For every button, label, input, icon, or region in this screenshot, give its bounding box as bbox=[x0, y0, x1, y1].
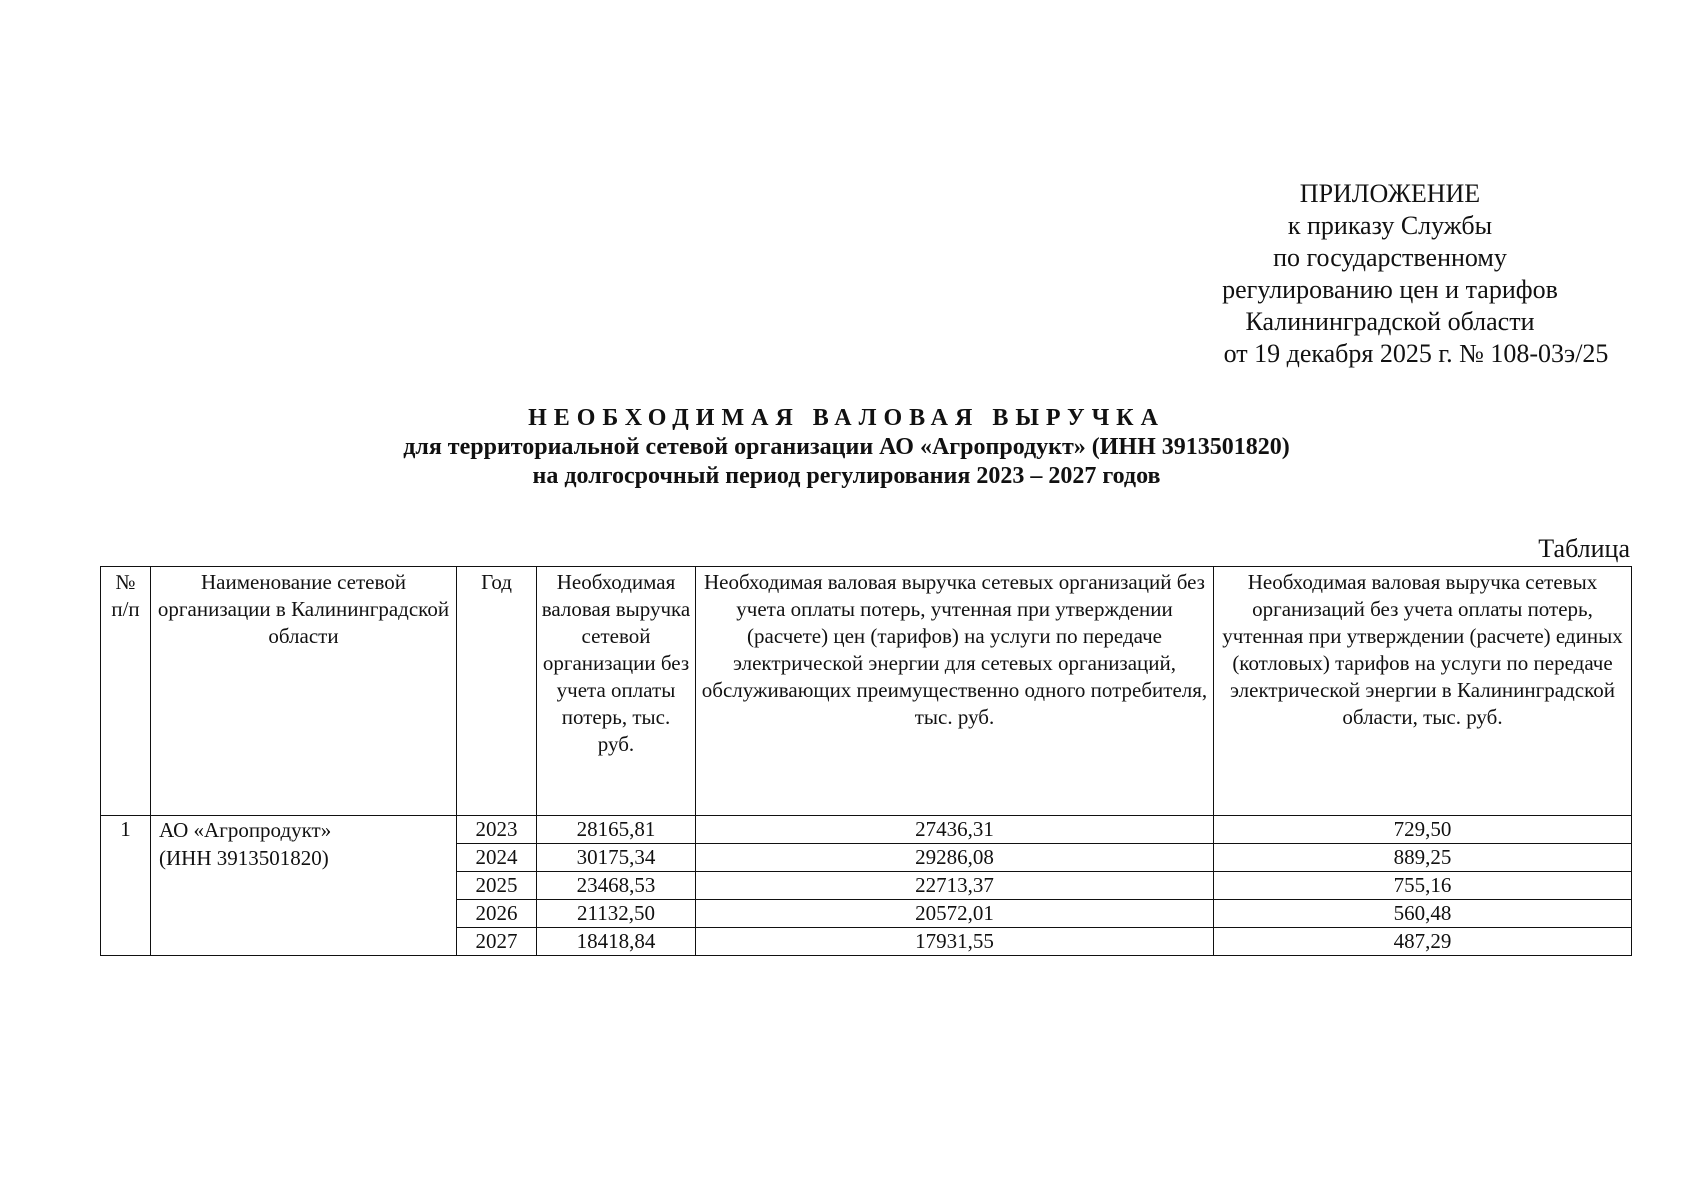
table-header-row bbox=[101, 567, 1632, 816]
cell-nvv-single: 20572,01 bbox=[696, 900, 1214, 928]
header-nvv: Необходимая валовая выручка сетевой организации без учета оплаты потерь, тыс. руб. bbox=[537, 567, 696, 816]
appendix-block bbox=[1130, 178, 1650, 370]
cell-nvv: 28165,81 bbox=[537, 816, 696, 844]
cell-year: 2026 bbox=[457, 900, 537, 928]
cell-nvv: 30175,34 bbox=[537, 844, 696, 872]
appendix-line-3: регулированию цен и тарифов bbox=[1222, 275, 1558, 304]
cell-year: 2024 bbox=[457, 844, 537, 872]
header-nvv-boiler: Необходимая валовая выручка сетевых организаций без учета оплаты потерь, учтенная при утверждении (расчете) единых (котловых) тарифов на услуги по передаче электрической энергии в Калининградской области, тыс. руб. bbox=[1214, 567, 1632, 816]
appendix-title: ПРИЛОЖЕНИЕ bbox=[1299, 179, 1481, 208]
appendix-line-4: Калининградской области bbox=[1245, 307, 1535, 336]
document-subtitle-2: на долгосрочный период регулирования 2023 – 2027 годов bbox=[532, 463, 1161, 489]
cell-org-name bbox=[151, 816, 457, 956]
appendix-order-line: от 19 декабря 2025 г. № 108-03э/25 bbox=[1223, 339, 1609, 368]
cell-nvv: 21132,50 bbox=[537, 900, 696, 928]
org-name: АО «Агропродукт» bbox=[159, 818, 332, 842]
cell-year: 2023 bbox=[457, 816, 537, 844]
header-year: Год bbox=[457, 567, 537, 816]
cell-nvv-boiler: 755,16 bbox=[1214, 872, 1632, 900]
document-subtitle-1: для территориальной сетевой организации АО «Агропродукт» (ИНН 3913501820) bbox=[403, 434, 1290, 460]
cell-nvv: 18418,84 bbox=[537, 928, 696, 956]
cell-nvv-boiler: 729,50 bbox=[1214, 816, 1632, 844]
appendix-line-1: к приказу Службы bbox=[1287, 211, 1493, 240]
header-nvv-single: Необходимая валовая выручка сетевых организаций без учета оплаты потерь, учтенная при утверждении (расчете) цен (тарифов) на услуги по передаче электрической энергии для сетевых организаций, обслуживающих преимущественно одного потребителя, тыс. руб. bbox=[696, 567, 1214, 816]
cell-nvv-boiler: 560,48 bbox=[1214, 900, 1632, 928]
cell-year: 2025 bbox=[457, 872, 537, 900]
header-num: № п/п bbox=[101, 567, 151, 816]
cell-org-num: 1 bbox=[101, 816, 151, 956]
table-row bbox=[101, 816, 1632, 844]
appendix-line-2: по государственному bbox=[1273, 243, 1507, 272]
table-label: Таблица bbox=[1538, 534, 1630, 563]
document-title: НЕОБХОДИМАЯ ВАЛОВАЯ ВЫРУЧКА bbox=[528, 405, 1165, 431]
cell-nvv-boiler: 889,25 bbox=[1214, 844, 1632, 872]
revenue-table bbox=[100, 566, 1632, 956]
cell-nvv-boiler: 487,29 bbox=[1214, 928, 1632, 956]
document-heading bbox=[0, 404, 1693, 491]
header-org: Наименование сетевой организации в Калининградской области bbox=[151, 567, 457, 816]
cell-nvv-single: 22713,37 bbox=[696, 872, 1214, 900]
cell-nvv: 23468,53 bbox=[537, 872, 696, 900]
cell-nvv-single: 17931,55 bbox=[696, 928, 1214, 956]
cell-nvv-single: 29286,08 bbox=[696, 844, 1214, 872]
cell-year: 2027 bbox=[457, 928, 537, 956]
org-inn: (ИНН 3913501820) bbox=[159, 846, 329, 870]
cell-nvv-single: 27436,31 bbox=[696, 816, 1214, 844]
